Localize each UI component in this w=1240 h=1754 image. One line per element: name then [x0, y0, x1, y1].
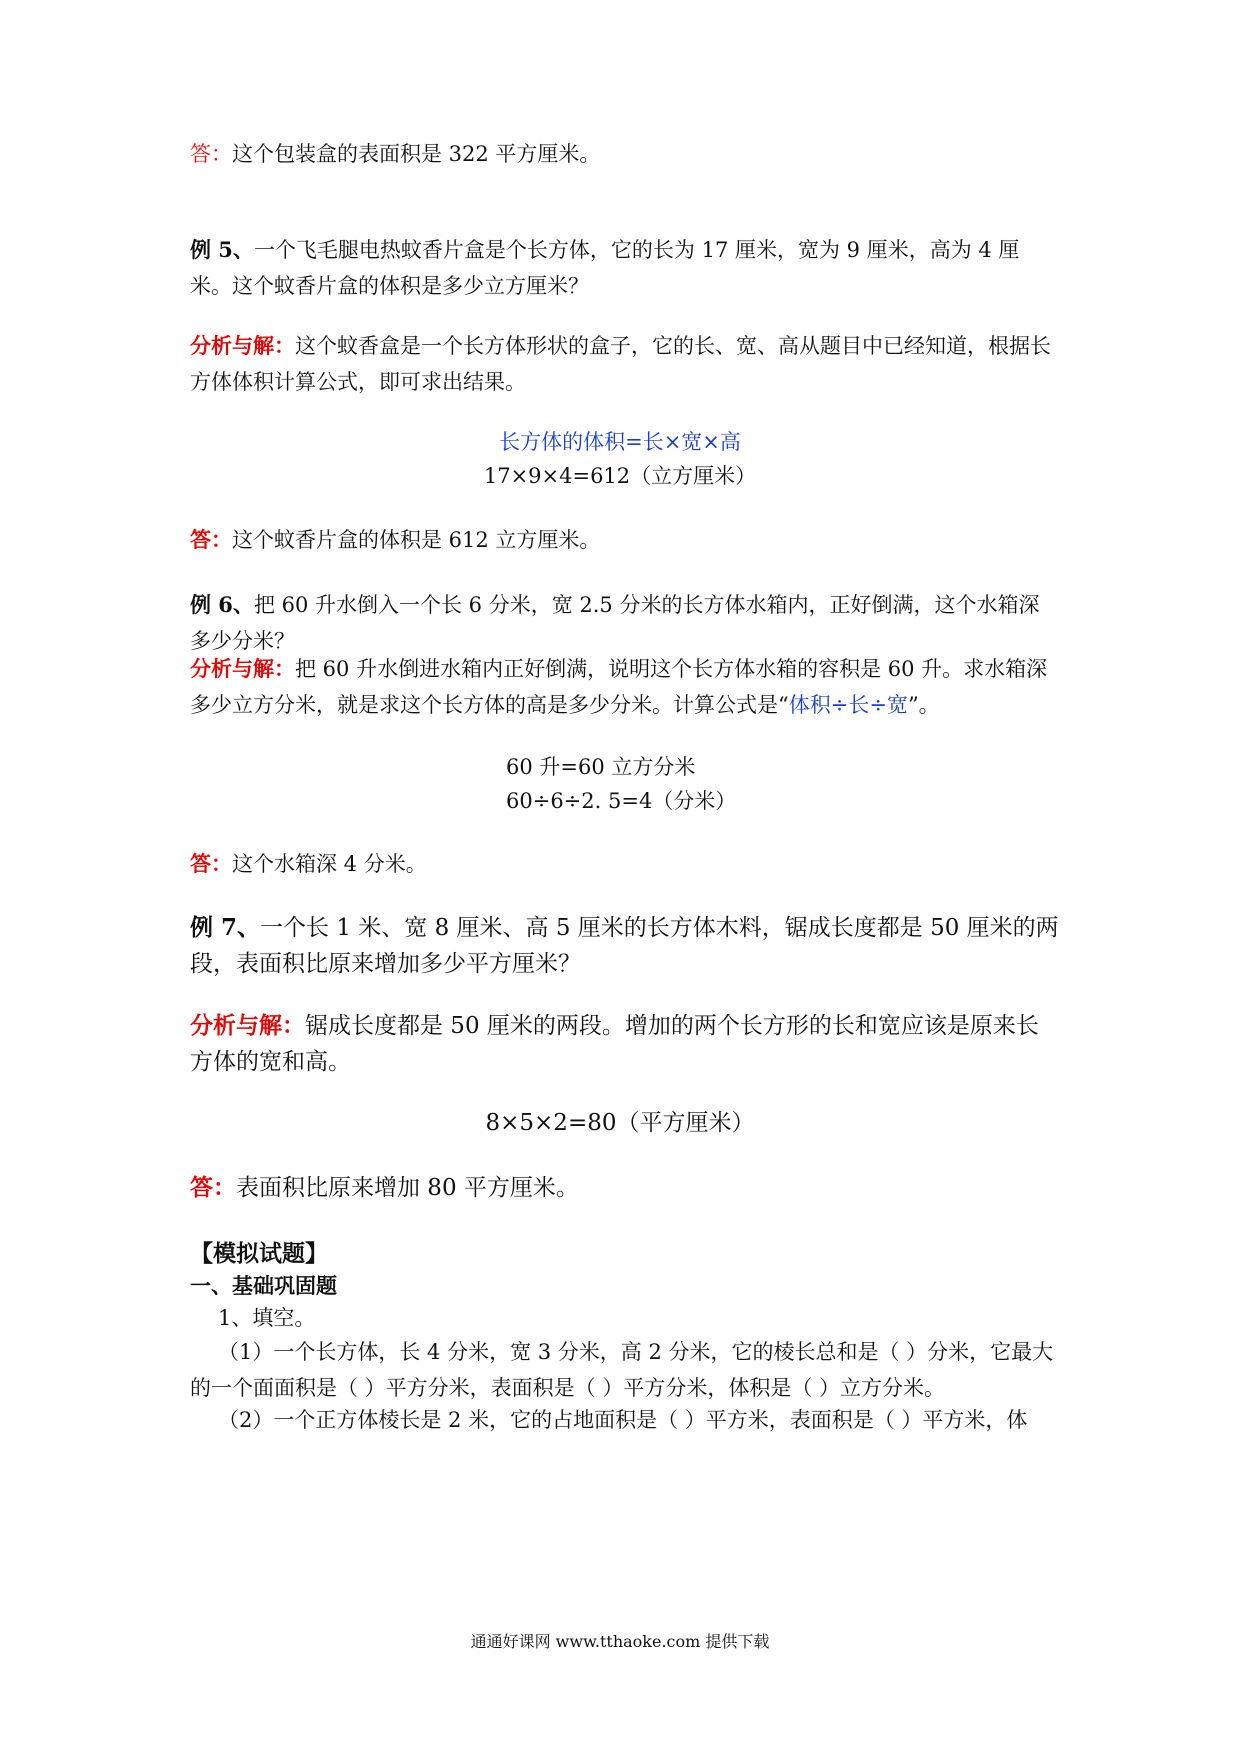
answer-text: 这个蚊香片盒的体积是 612 立方厘米。	[232, 528, 601, 552]
analysis-label: 分析与解：	[190, 1012, 305, 1039]
example-6-calculation-2: 60÷6÷2. 5=4（分米）	[506, 789, 737, 813]
analysis-formula: 体积÷长÷宽	[788, 693, 908, 717]
answer-text: 这个水箱深 4 分米。	[232, 852, 427, 876]
answer-label: 答：	[190, 527, 232, 552]
exam-section-heading: 一、基础巩固题	[190, 1273, 337, 1298]
question-1-part-2: （2）一个正方体棱长是 2 米，它的占地面积是（ ）平方米，表面积是（ ）平方米，体	[218, 1408, 1028, 1432]
question-1: 1、填空。	[218, 1306, 316, 1330]
example-7-question	[190, 910, 1060, 982]
example-7-analysis	[190, 1008, 1060, 1080]
answer-text: 表面积比原来增加 80 平方厘米。	[236, 1175, 579, 1201]
analysis-text-a: 把 60 升水倒进水箱内正好倒满，说明这个长方体水箱的容积是 60 升。求水箱深多少立方分米，就是求这个长方体的高是多少分米。计算公式是“	[190, 657, 1048, 717]
page-footer: 通通好课网 www.tthaoke.com 提供下载	[470, 1632, 770, 1651]
example-label: 例 5、	[190, 237, 254, 262]
example-5-question	[190, 232, 1060, 304]
example-5-analysis	[190, 328, 1060, 400]
analysis-text-b: ”。	[907, 693, 940, 717]
example-text: 把 60 升水倒入一个长 6 分米，宽 2.5 分米的长方体水箱内，正好倒满，这个水箱深多少分米？	[190, 593, 1040, 653]
answer-4	[190, 136, 1060, 172]
example-text: 一个飞毛腿电热蚊香片盒是个长方体，它的长为 17 厘米，宽为 9 厘米，高为 4 厘米。这个蚊香片盒的体积是多少立方厘米？	[190, 238, 1020, 298]
example-6-answer	[190, 846, 1060, 882]
answer-label: 答：	[190, 851, 232, 876]
example-text: 一个长 1 米、宽 8 厘米、高 5 厘米的长方体木料，锯成长度都是 50 厘米的两段，表面积比原来增加多少平方厘米？	[190, 915, 1059, 977]
answer-label: 答：	[190, 1174, 236, 1201]
exam-title: 【模拟试题】	[190, 1240, 328, 1267]
question-1-part-1: （1）一个长方体，长 4 分米，宽 3 分米，高 2 分米，它的棱长总和是（ ）分米，它最大的一个面面积是（ ）平方分米，表面积是（ ）平方分米，体积是（ ）立方分米。	[190, 1340, 1054, 1400]
example-6-analysis	[190, 651, 1060, 723]
example-7-answer	[190, 1170, 1060, 1206]
answer-text: 这个包装盒的表面积是 322 平方厘米。	[232, 142, 601, 166]
example-label: 例 7、	[190, 914, 261, 941]
example-5-calculation: 17×9×4=612（立方厘米）	[483, 464, 757, 488]
example-6-question	[190, 587, 1060, 659]
analysis-label: 分析与解：	[190, 333, 295, 358]
example-6-calculation-1: 60 升=60 立方分米	[506, 755, 696, 779]
example-5-formula: 长方体的体积=长×宽×高	[499, 430, 741, 454]
analysis-text: 这个蚊香盒是一个长方体形状的盒子，它的长、宽、高从题目中已经知道，根据长方体体积计算公式，即可求出结果。	[190, 334, 1051, 394]
example-label: 例 6、	[190, 592, 254, 617]
example-7-calculation: 8×5×2=80（平方厘米）	[485, 1110, 755, 1136]
analysis-text: 锯成长度都是 50 厘米的两段。增加的两个长方形的长和宽应该是原来长方体的宽和高。	[190, 1013, 1039, 1075]
analysis-label: 分析与解：	[190, 656, 295, 681]
answer-label: 答：	[190, 142, 232, 166]
example-5-answer	[190, 522, 1060, 558]
